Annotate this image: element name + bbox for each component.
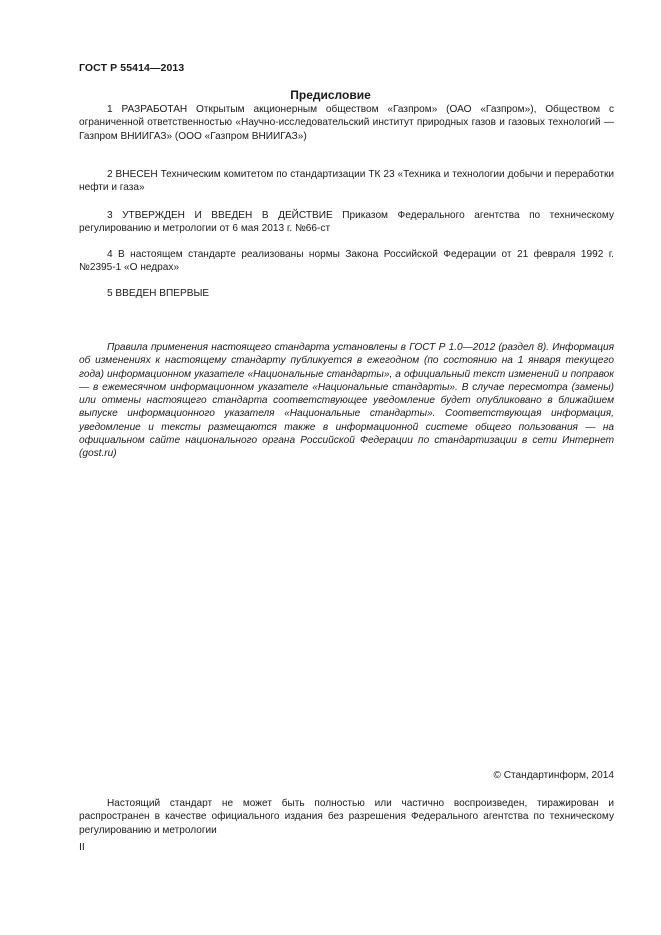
preface-item-developed: 1 РАЗРАБОТАН Открытым акционерным обществом «Газпром» (ОАО «Газпром»), Обществом с ограниченной ответственностью «Научно-исследовательский институт природных газов и газовых технологий — Газпром ВНИИГАЗ» (ООО «Газпром ВНИИГАЗ») — [79, 104, 614, 142]
page-number: II — [79, 841, 85, 853]
preface-item-law: 4 В настоящем стандарте реализованы нормы Закона Российской Федерации от 21 февраля 1992 г. №2395-1 «О недрах» — [79, 249, 614, 274]
preface-item-approved: 3 УТВЕРЖДЕН И ВВЕДЕН В ДЕЙСТВИЕ Приказом Федерального агентства по техническому регулированию и метрологии от 6 мая 2013 г. №66-ст — [79, 210, 614, 235]
document-code: ГОСТ Р 55414—2013 — [79, 62, 185, 74]
preface-item-introduced: 2 ВНЕСЕН Техническим комитетом по стандартизации ТК 23 «Техника и технологии добычи и переработки нефти и газа» — [79, 169, 614, 194]
application-rules-notice: Правила применения настоящего стандарта установлены в ГОСТ Р 1.0—2012 (раздел 8). Информация об изменениях к настоящему стандарту публикуется в ежегодном (по состоянию на 1 января текущего года) информационном указателе «Национальные стандарты», а официальный текст изменений и поправок — в ежемесячном информационном указателе «Национальные стандарты». В случае пересмотра (замены) или отмены настоящего стандарта соответствующее уведомление будет опубликовано в ближайшем выпуске информационного указателя «Национальные стандарты». Соответствующая информация, уведомление и тексты размещаются также в информационной системе общего пользования — на официальном сайте национального органа Российской Федерации по стандартизации в сети Интернет (gost.ru) — [79, 342, 614, 460]
preface-title: Предисловие — [290, 88, 371, 102]
reproduction-rights-notice: Настоящий стандарт не может быть полностью или частично воспроизведен, тиражирован и распространен в качестве официального издания без разрешения Федерального агентства по техническому регулированию и метрологии — [79, 798, 614, 836]
preface-item-first-introduced: 5 ВВЕДЕН ВПЕРВЫЕ — [107, 288, 210, 299]
copyright-line: © Стандартинформ, 2014 — [493, 770, 614, 781]
